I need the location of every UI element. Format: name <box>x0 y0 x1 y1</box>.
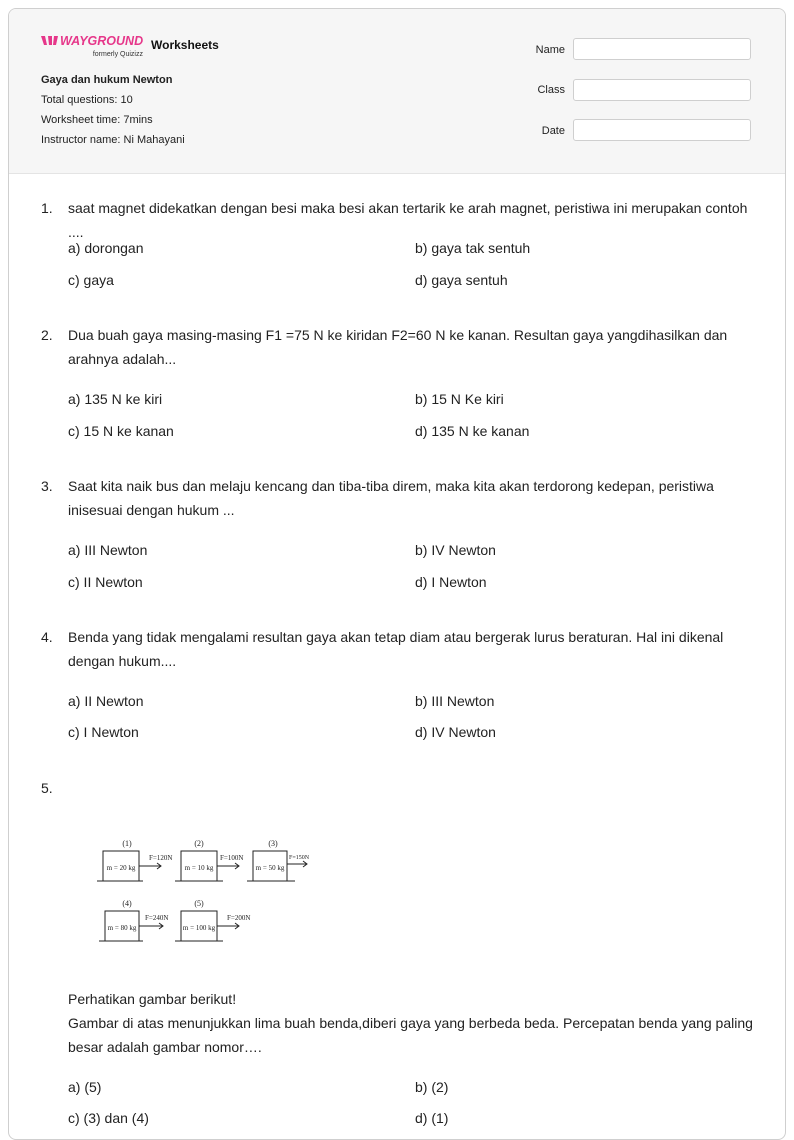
worksheet-title: Gaya dan hukum Newton <box>41 74 173 86</box>
option-c[interactable]: c) 15 N ke kanan <box>68 423 174 439</box>
question-text: Gambar di atas menunjukkan lima buah benda,diberi gaya yang berbeda beda. Percepatan benda yang paling besar adalah gambar nomor…. <box>68 1015 753 1055</box>
figure-label-5: (5) <box>194 899 204 908</box>
force-label-3: F=150N <box>289 855 309 861</box>
option-b[interactable]: b) (2) <box>415 1079 449 1095</box>
mass-label-1: m = 20 kg <box>106 864 136 872</box>
total-questions: Total questions: 10 <box>41 94 133 106</box>
force-label-1: F=120N <box>149 854 173 862</box>
question-text: Benda yang tidak mengalami resultan gaya akan tetap diam atau bergerak lurus beraturan. Hal ini dikenal dengan hukum.... <box>68 629 724 669</box>
option-d[interactable]: d) I Newton <box>415 574 487 590</box>
option-a[interactable]: a) (5) <box>68 1079 102 1095</box>
question-number: 3. <box>41 478 53 494</box>
question-number: 5. <box>41 780 53 796</box>
option-a[interactable]: a) 135 N ke kiri <box>68 391 163 407</box>
question-text: Dua buah gaya masing-masing F1 =75 N ke kiridan F2=60 N ke kanan. Resultan gaya yangdihasilkan dan arahnya adalah... <box>68 327 728 367</box>
figure-label-4: (4) <box>122 899 132 908</box>
option-d[interactable]: d) gaya sentuh <box>415 272 508 288</box>
class-label: Class <box>537 84 565 96</box>
date-input[interactable] <box>573 119 751 141</box>
option-d[interactable]: d) (1) <box>415 1110 449 1126</box>
mass-label-3: m = 50 kg <box>255 864 285 872</box>
option-c[interactable]: c) I Newton <box>68 724 139 740</box>
mass-label-5: m = 100 kg <box>182 924 216 932</box>
question-number: 2. <box>41 327 53 343</box>
name-input[interactable] <box>573 38 751 60</box>
option-b[interactable]: b) III Newton <box>415 693 495 709</box>
date-label: Date <box>541 125 565 137</box>
option-c[interactable]: c) II Newton <box>68 574 143 590</box>
option-d[interactable]: d) IV Newton <box>415 724 496 740</box>
instructor-name: Instructor name: Ni Mahayani <box>41 134 185 146</box>
option-d[interactable]: d) 135 N ke kanan <box>415 423 530 439</box>
option-b[interactable]: b) gaya tak sentuh <box>415 240 531 256</box>
logo-wordmark: WAYGROUND <box>60 34 144 48</box>
option-a[interactable]: a) II Newton <box>68 693 144 709</box>
mass-label-2: m = 10 kg <box>184 864 214 872</box>
force-label-4: F=240N <box>145 914 169 922</box>
worksheet-page <box>8 8 786 1140</box>
force-label-2: F=100N <box>220 854 244 862</box>
question-number: 1. <box>41 200 53 216</box>
figure-label-2: (2) <box>194 839 204 848</box>
force-label-5: F=200N <box>227 914 251 922</box>
option-a[interactable]: a) III Newton <box>68 542 148 558</box>
option-c[interactable]: c) gaya <box>68 272 114 288</box>
question-text: saat magnet didekatkan dengan besi maka besi akan tertarik ke arah magnet, peristiwa ini merupakan contoh .... <box>68 200 748 240</box>
question-text-intro: Perhatikan gambar berikut! <box>68 991 237 1007</box>
force-diagram-figure <box>93 831 309 951</box>
worksheet-time: Worksheet time: 7mins <box>41 114 153 126</box>
option-a[interactable]: a) dorongan <box>68 240 144 256</box>
brand-title: Worksheets <box>151 38 219 52</box>
question-number: 4. <box>41 629 53 645</box>
worksheet-header <box>9 9 785 174</box>
name-label: Name <box>535 44 565 56</box>
figure-label-3: (3) <box>268 839 278 848</box>
option-b[interactable]: b) IV Newton <box>415 542 496 558</box>
class-input[interactable] <box>573 79 751 101</box>
figure-label-1: (1) <box>122 839 132 848</box>
mass-label-4: m = 80 kg <box>107 924 137 932</box>
logo-subtitle: formerly Quizizz <box>92 51 143 58</box>
question-text: Saat kita naik bus dan melaju kencang dan tiba-tiba direm, maka kita akan terdorong kedepan, peristiwa inisesuai dengan hukum ... <box>68 478 714 518</box>
wayground-logo <box>41 33 145 59</box>
option-c[interactable]: c) (3) dan (4) <box>68 1110 149 1126</box>
option-b[interactable]: b) 15 N Ke kiri <box>415 391 504 407</box>
